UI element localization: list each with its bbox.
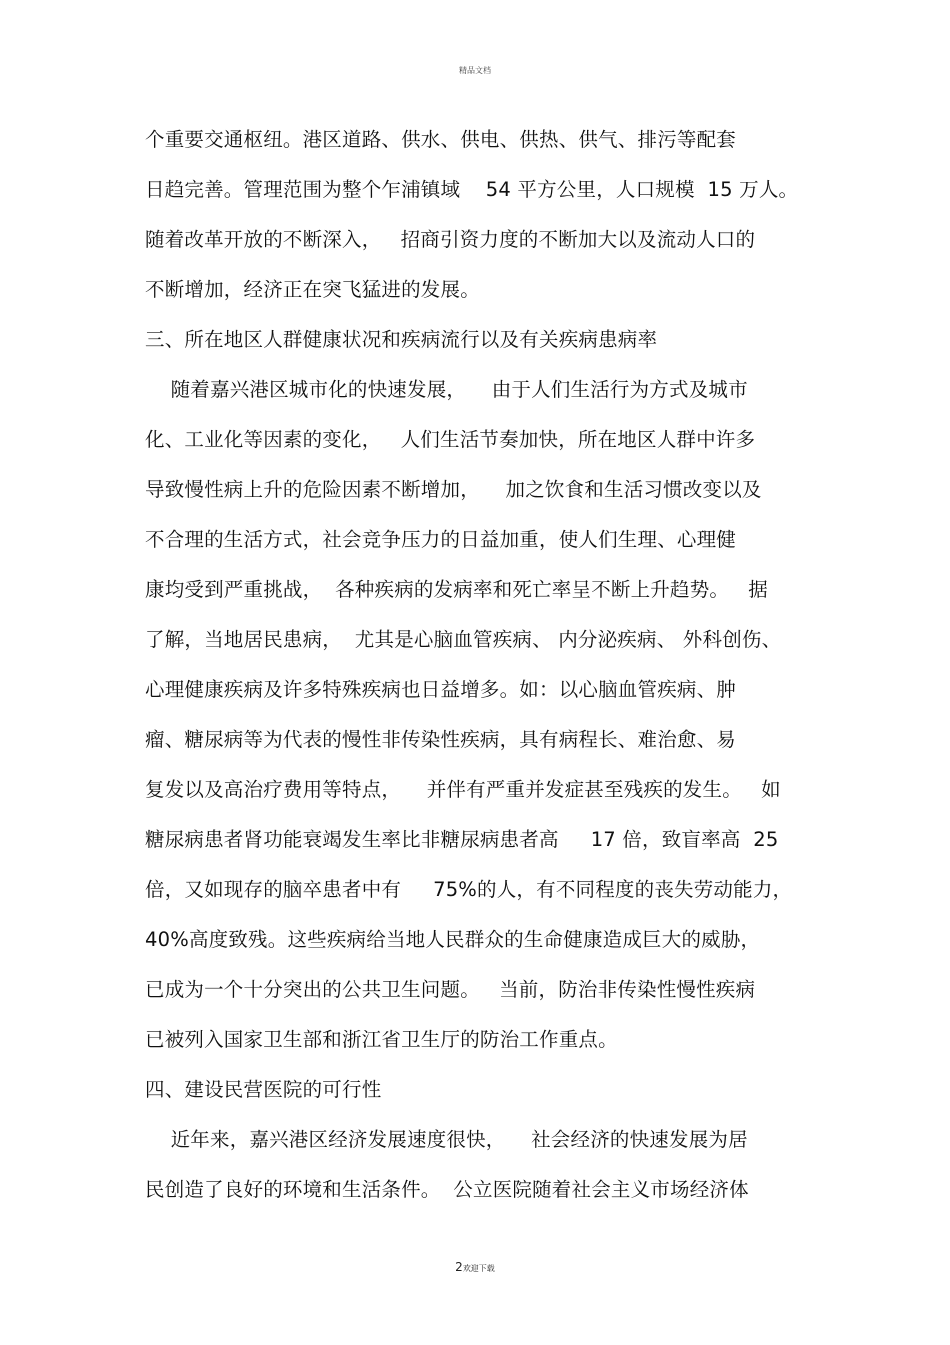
page-number: 2 — [455, 1260, 463, 1274]
text-line: 了解，当地居民患病， 尤其是心脑血管疾病、 内分泌疾病、 外科创伤、 — [145, 628, 782, 651]
text-line: 个重要交通枢纽。港区道路、供水、供电、供热、供气、排污等配套 — [145, 128, 737, 151]
text-line: 化、工业化等因素的变化， 人们生活节奏加快，所在地区人群中许多 — [145, 428, 756, 451]
footer-text: 欢迎下载 — [462, 1264, 495, 1273]
text-line: 不断增加，经济正在突飞猛进的发展。 — [145, 278, 480, 301]
section-heading: 三、所在地区人群健康状况和疾病流行以及有关疾病患病率 — [145, 328, 658, 351]
page-footer — [0, 1260, 950, 1274]
text-line: 民创造了良好的环境和生活条件。 公立医院随着社会主义市场经济体 — [145, 1178, 749, 1201]
text-line: 复发以及高治疗费用等特点， 并伴有严重并发症甚至残疾的发生。 如 — [145, 778, 781, 801]
text-line: 不合理的生活方式，社会竞争压力的日益加重，使人们生理、心理健 — [145, 528, 737, 551]
text-line: 瘤、糖尿病等为代表的慢性非传染性疾病，具有病程长、难治愈、易 — [145, 728, 737, 751]
page-header: 精品文档 — [459, 66, 491, 75]
text-line: 糖尿病患者肾功能衰竭发生率比非糖尿病患者高 17 倍，致盲率高 25 — [145, 828, 779, 851]
text-line: 日趋完善。管理范围为整个乍浦镇域 54 平方公里，人口规模 15 万人。 — [145, 178, 799, 201]
text-line: 心理健康疾病及许多特殊疾病也日益增多。如：以心脑血管疾病、肿 — [145, 678, 737, 701]
text-line: 随着嘉兴港区城市化的快速发展， 由于人们生活行为方式及城市 — [145, 378, 748, 401]
text-line: 导致慢性病上升的危险因素不断增加， 加之饮食和生活习惯改变以及 — [145, 478, 762, 501]
text-line: 已成为一个十分突出的公共卫生问题。 当前，防治非传染性慢性疾病 — [145, 978, 756, 1001]
text-line: 倍，又如现存的脑卒患者中有 75%的人，有不同程度的丧失劳动能力， — [145, 878, 793, 901]
text-line: 40%高度致残。这些疾病给当地人民群众的生命健康造成巨大的威胁， — [145, 928, 761, 951]
section-heading: 四、建设民营医院的可行性 — [145, 1078, 382, 1101]
text-line: 近年来，嘉兴港区经济发展速度很快， 社会经济的快速发展为居 — [145, 1128, 748, 1151]
text-line: 随着改革开放的不断深入， 招商引资力度的不断加大以及流动人口的 — [145, 228, 756, 251]
text-line: 康均受到严重挑战， 各种疾病的发病率和死亡率呈不断上升趋势。 据 — [145, 578, 768, 601]
text-line: 已被列入国家卫生部和浙江省卫生厅的防治工作重点。 — [145, 1028, 618, 1051]
